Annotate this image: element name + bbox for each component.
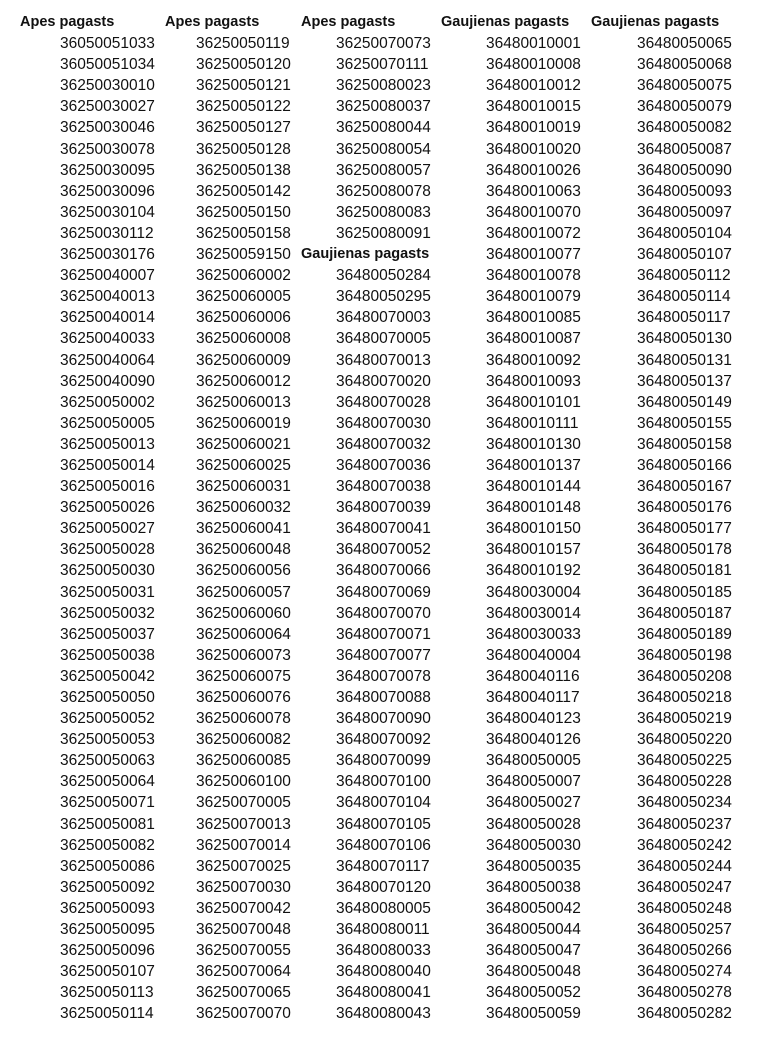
cadastre-number: 36480010148	[486, 499, 581, 517]
cadastre-number: 36480010019	[486, 119, 581, 137]
cadastre-number: 36250050082	[60, 836, 155, 854]
cadastre-number: 36250050032	[60, 604, 155, 622]
cadastre-number: 36250040090	[60, 372, 155, 390]
cadastre-number: 36250030104	[60, 203, 155, 221]
cadastre-number: 36480010093	[486, 372, 581, 390]
column-header: Gaujienas pagasts	[591, 14, 720, 30]
cadastre-number: 36480010072	[486, 224, 581, 242]
cadastre-number: 36480050176	[637, 499, 732, 517]
cadastre-number: 36250050142	[196, 182, 291, 200]
cadastre-number: 36480080005	[336, 899, 431, 917]
cadastre-number: 36250050005	[60, 414, 155, 432]
cadastre-number: 36250070042	[196, 899, 291, 917]
cadastre-number: 36250060025	[196, 456, 291, 474]
cadastre-number: 36480010020	[486, 140, 581, 158]
cadastre-number: 36250050064	[60, 773, 155, 791]
cadastre-number: 36480050107	[637, 246, 732, 264]
cadastre-number: 36480010015	[486, 98, 581, 116]
cadastre-number: 36480010001	[486, 35, 581, 53]
cadastre-number: 36250060057	[196, 583, 291, 601]
cadastre-number: 36480050042	[486, 899, 581, 917]
cadastre-number: 36250050042	[60, 667, 155, 685]
cadastre-number: 36480050166	[637, 456, 732, 474]
cadastre-number: 36250050053	[60, 731, 155, 749]
cadastre-number: 36250060005	[196, 288, 291, 306]
cadastre-number: 36250060085	[196, 752, 291, 770]
cadastre-number: 36480070069	[336, 583, 431, 601]
cadastre-number: 36480050035	[486, 857, 581, 875]
cadastre-number: 36250070030	[196, 878, 291, 896]
cadastre-number: 36250070055	[196, 942, 291, 960]
cadastre-number: 36250070065	[196, 984, 291, 1002]
cadastre-number: 36480070013	[336, 351, 431, 369]
cadastre-number: 36250050081	[60, 815, 155, 833]
cadastre-number: 36480070052	[336, 541, 431, 559]
cadastre-number: 36480070120	[336, 878, 431, 896]
cadastre-number: 36480040116	[486, 667, 580, 685]
cadastre-number: 36480010077	[486, 246, 581, 264]
cadastre-number: 36480070106	[336, 836, 431, 854]
cadastre-number: 36250060013	[196, 393, 291, 411]
cadastre-number: 36480050087	[637, 140, 732, 158]
column-subheader: Gaujienas pagasts	[301, 246, 430, 263]
cadastre-number: 36250060073	[196, 646, 291, 664]
cadastre-number: 36250050050	[60, 689, 155, 706]
cadastre-number: 36250070064	[196, 963, 291, 981]
cadastre-number: 36480070078	[336, 667, 431, 685]
cadastre-number: 36480050059	[486, 1005, 581, 1023]
cadastre-number: 36480050198	[637, 646, 732, 664]
cadastre-number: 36250060032	[196, 499, 291, 517]
cadastre-number: 36250070025	[196, 857, 291, 875]
cadastre-number: 36480040004	[486, 646, 581, 664]
cadastre-number: 36480050185	[637, 583, 732, 601]
cadastre-number: 36250060100	[196, 773, 291, 791]
cadastre-number: 36480050189	[637, 625, 732, 643]
cadastre-number: 36480050044	[486, 921, 581, 939]
cadastre-number: 36480050093	[637, 182, 732, 200]
cadastre-number: 36480050079	[637, 98, 732, 116]
cadastre-number: 36480070020	[336, 372, 431, 390]
cadastre-number: 36250070014	[196, 836, 291, 854]
cadastre-number: 36250050120	[196, 56, 291, 74]
cadastre-number: 36480050030	[486, 836, 581, 854]
cadastre-number: 36250080054	[336, 140, 431, 158]
column-header: Apes pagasts	[301, 14, 396, 30]
cadastre-number: 36480010130	[486, 435, 581, 453]
cadastre-number: 36480070077	[336, 646, 431, 664]
cadastre-number: 36250070070	[196, 1005, 291, 1023]
cadastre-number: 36480080043	[336, 1005, 431, 1023]
cadastre-number: 36250030096	[60, 182, 155, 200]
cadastre-number: 36480010101	[486, 393, 581, 411]
cadastre-number: 36480070028	[336, 393, 431, 411]
cadastre-number: 36480050028	[486, 815, 581, 833]
cadastre-number: 36250050028	[60, 541, 155, 559]
cadastre-number: 36480050130	[637, 330, 732, 348]
cadastre-number: 36480070066	[336, 562, 431, 580]
cadastre-number: 36250050138	[196, 161, 291, 179]
cadastre-number: 36250060008	[196, 330, 291, 348]
cadastre-number: 36250050095	[60, 921, 155, 939]
cadastre-number: 36250050150	[196, 203, 291, 221]
cadastre-number: 36250050071	[60, 794, 155, 812]
cadastre-number: 36250050063	[60, 752, 155, 770]
cadastre-number: 36250040033	[60, 330, 155, 348]
cadastre-number: 36480050282	[637, 1005, 732, 1023]
cadastre-number: 36480050090	[637, 161, 732, 179]
cadastre-number: 36480070039	[336, 499, 431, 517]
cadastre-number: 36250050096	[60, 942, 155, 960]
cadastre-number: 36480070030	[336, 414, 431, 432]
cadastre-number: 36480050075	[637, 77, 732, 95]
cadastre-number: 36480070099	[336, 752, 431, 770]
cadastre-number: 36480050234	[637, 794, 732, 812]
cadastre-number: 36250050037	[60, 625, 155, 643]
cadastre-number: 36480070071	[336, 625, 431, 643]
cadastre-number: 36250040013	[60, 288, 155, 306]
column-header: Gaujienas pagasts	[441, 14, 570, 30]
cadastre-number: 36480010078	[486, 267, 581, 285]
cadastre-number: 36250060048	[196, 541, 291, 559]
cadastre-number: 36250050016	[60, 478, 155, 496]
cadastre-number: 36480050149	[637, 393, 732, 411]
cadastre-number: 36480010137	[486, 456, 581, 474]
cadastre-number: 36480050005	[486, 752, 581, 770]
cadastre-number: 36480050225	[637, 752, 732, 770]
cadastre-number: 36480010079	[486, 288, 581, 306]
cadastre-number: 36480050112	[637, 267, 731, 285]
cadastre-number: 36480050052	[486, 984, 581, 1002]
cadastre-number: 36480010150	[486, 520, 581, 538]
cadastre-number: 36480050208	[637, 667, 732, 685]
cadastre-number: 36250030176	[60, 246, 155, 264]
cadastre-number: 36480070005	[336, 330, 431, 348]
column-header: Apes pagasts	[20, 14, 115, 30]
cadastre-number: 36250060002	[196, 267, 291, 285]
cadastre-number: 36480010012	[486, 77, 581, 95]
cadastre-number: 36250060019	[196, 414, 291, 432]
cadastre-number: 36480080040	[336, 963, 431, 981]
cadastre-number: 36050051033	[60, 35, 155, 53]
cadastre-number: 36250050014	[60, 456, 155, 474]
cadastre-number: 36480070041	[336, 520, 431, 538]
cadastre-number: 36480050027	[486, 794, 581, 812]
cadastre-number: 36480040117	[486, 689, 580, 706]
cadastre-number: 36250050127	[196, 119, 291, 137]
cadastre-number: 36480010092	[486, 351, 581, 369]
cadastre-number: 36480070032	[336, 435, 431, 453]
cadastre-number: 36250050114	[60, 1005, 154, 1023]
cadastre-number: 36480050237	[637, 815, 732, 833]
cadastre-number: 36480040123	[486, 710, 581, 728]
cadastre-number: 36250050030	[60, 562, 155, 580]
cadastre-number: 36250050038	[60, 646, 155, 664]
cadastre-number: 36480050187	[637, 604, 732, 622]
cadastre-number: 36250070111	[336, 56, 429, 74]
cadastre-number: 36250060082	[196, 731, 291, 749]
cadastre-number: 36480080011	[336, 921, 430, 939]
cadastre-number: 36250050119	[196, 35, 290, 53]
cadastre-number: 36480070036	[336, 456, 431, 474]
cadastre-number: 36480070038	[336, 478, 431, 496]
cadastre-number: 36250050121	[196, 77, 291, 95]
cadastre-number: 36480050131	[637, 351, 732, 369]
cadastre-number: 36250060006	[196, 309, 291, 327]
cadastre-number: 36250030046	[60, 119, 155, 137]
cadastre-number: 36250060056	[196, 562, 291, 580]
cadastre-number: 36250050092	[60, 878, 155, 896]
cadastre-number: 36480050117	[637, 309, 731, 327]
cadastre-number: 36250050027	[60, 520, 155, 538]
cadastre-number: 36250060064	[196, 625, 291, 643]
cadastre-number: 36480050104	[637, 224, 732, 242]
cadastre-number: 36250060009	[196, 351, 291, 369]
cadastre-number: 36250050031	[60, 583, 155, 601]
cadastre-number: 36250030095	[60, 161, 155, 179]
cadastre-number: 36480050220	[637, 731, 732, 749]
cadastre-number: 36480050158	[637, 435, 732, 453]
cadastre-number: 36480080033	[336, 942, 431, 960]
cadastre-number: 36480070003	[336, 309, 431, 327]
cadastre-number: 36250050093	[60, 899, 155, 917]
cadastre-number: 36250059150	[196, 246, 291, 264]
cadastre-number: 36480070090	[336, 710, 431, 728]
cadastre-number: 36480050248	[637, 899, 732, 917]
cadastre-number: 36480050244	[637, 857, 732, 875]
cadastre-number: 36250070013	[196, 815, 291, 833]
cadastre-number: 36480050137	[637, 372, 732, 390]
cadastre-number: 36480050167	[637, 478, 732, 496]
column-header: Apes pagasts	[165, 14, 260, 30]
cadastre-number: 36480050178	[637, 541, 732, 559]
cadastre-number: 36480070105	[336, 815, 431, 833]
cadastre-number: 36480050218	[637, 689, 732, 706]
cadastre-number: 36480050082	[637, 119, 732, 137]
cadastre-number: 36250030010	[60, 77, 155, 95]
cadastre-number: 36250080091	[336, 224, 431, 242]
cadastre-number: 36480050257	[637, 921, 732, 939]
cadastre-number: 36480050097	[637, 203, 732, 221]
cadastre-number: 36480050295	[336, 288, 431, 306]
cadastre-number: 36250030027	[60, 98, 155, 116]
cadastre-number: 36250080057	[336, 161, 431, 179]
cadastre-number: 36250050026	[60, 499, 155, 517]
cadastre-number: 36250040007	[60, 267, 155, 285]
cadastre-number: 36250070048	[196, 921, 291, 939]
cadastre-number: 36480010087	[486, 330, 581, 348]
cadastre-number: 36250080023	[336, 77, 431, 95]
cadastre-number: 36250050113	[60, 984, 154, 1002]
cadastre-number: 36480070104	[336, 794, 431, 812]
cadastre-number: 36480050247	[637, 878, 732, 896]
cadastre-number: 36480010063	[486, 182, 581, 200]
cadastre-number: 36250050013	[60, 435, 155, 453]
cadastre-number: 36480010008	[486, 56, 581, 74]
cadastre-number: 36250060060	[196, 604, 291, 622]
cadastre-number: 36250050128	[196, 140, 291, 158]
cadastre-number: 36480050242	[637, 836, 732, 854]
cadastre-number: 36250050122	[196, 98, 291, 116]
cadastre-number: 36250060012	[196, 372, 291, 390]
cadastre-number: 36480050068	[637, 56, 732, 74]
cadastre-number: 36480050228	[637, 773, 732, 791]
cadastre-number: 36480010085	[486, 309, 581, 327]
cadastre-number: 36480050155	[637, 414, 732, 432]
cadastre-number: 36480050047	[486, 942, 581, 960]
cadastre-number: 36480050048	[486, 963, 581, 981]
cadastre-number: 36480010111	[486, 414, 579, 432]
cadastre-number: 36250050158	[196, 224, 291, 242]
cadastre-number: 36480050007	[486, 773, 581, 791]
cadastre-number: 36250080083	[336, 203, 431, 221]
cadastre-number: 36480050065	[637, 35, 732, 53]
cadastre-number: 36480010070	[486, 203, 581, 221]
cadastre-number: 36480010026	[486, 161, 581, 179]
cadastre-number: 36250050086	[60, 857, 155, 875]
cadastre-number: 36250060075	[196, 667, 291, 685]
cadastre-number: 36250060041	[196, 520, 291, 538]
cadastre-number: 36250080078	[336, 182, 431, 200]
cadastre-number: 36250050052	[60, 710, 155, 728]
cadastre-number: 36250080037	[336, 98, 431, 116]
cadastre-number: 36480050278	[637, 984, 732, 1002]
cadastre-number: 36250070005	[196, 794, 291, 812]
cadastre-number: 36480070070	[336, 604, 431, 622]
cadastre-number: 36250060021	[196, 435, 291, 453]
column-5	[0, 12, 732, 1025]
cadastre-number: 36480050177	[637, 520, 732, 538]
cadastre-number: 36480050266	[637, 942, 732, 960]
cadastre-number: 36250060031	[196, 478, 291, 496]
cadastre-number: 36480050274	[637, 963, 732, 981]
cadastre-number: 36480070100	[336, 773, 431, 791]
cadastre-number: 36480030014	[486, 604, 581, 622]
cadastre-number: 36050051034	[60, 56, 155, 74]
cadastre-number: 36480050181	[637, 562, 732, 580]
cadastre-number: 36480050284	[336, 267, 431, 285]
cadastre-number: 36250030112	[60, 224, 154, 242]
cadastre-number: 36250030078	[60, 140, 155, 158]
cadastre-number: 36250060076	[196, 689, 291, 706]
cadastre-number: 36480050038	[486, 878, 581, 896]
cadastre-number: 36480070092	[336, 731, 431, 749]
cadastre-number: 36480030004	[486, 583, 581, 601]
cadastre-number: 36480010157	[486, 541, 581, 559]
cadastre-number: 36250050002	[60, 393, 155, 411]
cadastre-number: 36480050114	[637, 288, 731, 306]
cadastre-number: 36480050219	[637, 710, 732, 728]
cadastre-number: 36480040126	[486, 731, 581, 749]
cadastre-number: 36480030033	[486, 625, 581, 643]
cadastre-number: 36480010144	[486, 478, 581, 496]
cadastre-number: 36250080044	[336, 119, 431, 137]
cadastre-number: 36250040014	[60, 309, 155, 327]
cadastre-number: 36480070117	[336, 857, 430, 875]
cadastre-number: 36250040064	[60, 351, 155, 369]
cadastre-number: 36480080041	[336, 984, 431, 1002]
cadastre-number: 36480070088	[336, 689, 431, 706]
cadastre-number: 36250060078	[196, 710, 291, 728]
cadastre-number: 36480010192	[486, 562, 581, 580]
cadastre-number: 36250050107	[60, 963, 155, 981]
cadastre-number: 36250070073	[336, 35, 431, 53]
